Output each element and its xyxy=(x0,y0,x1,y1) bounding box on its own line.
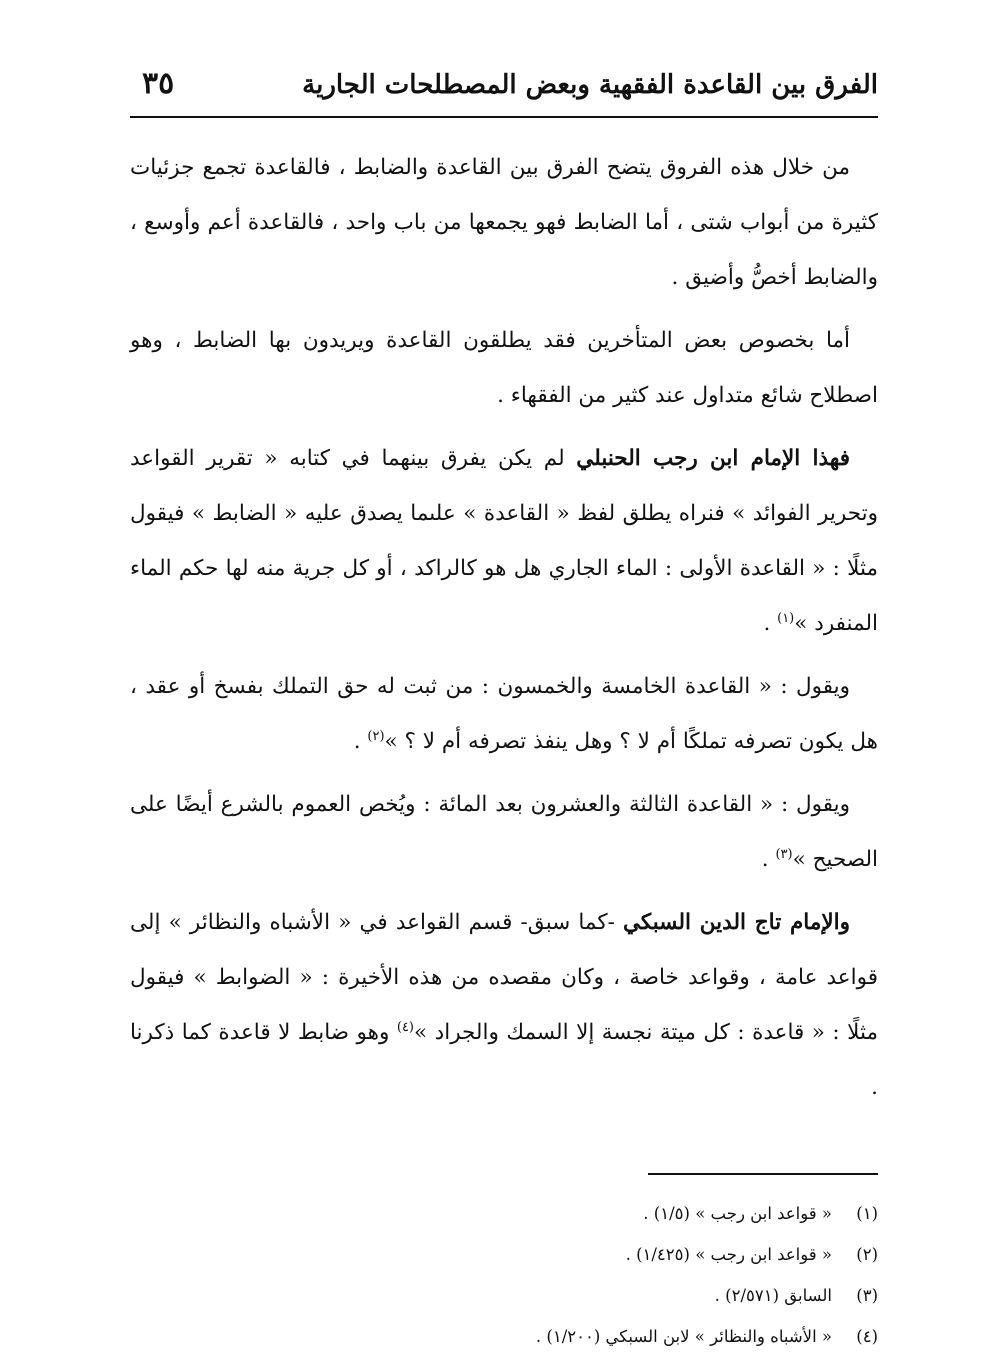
footnote xyxy=(130,1275,878,1316)
footnote-number: (٢) xyxy=(856,1245,878,1264)
footnote-marker: (٢) xyxy=(367,728,385,744)
paragraph xyxy=(130,659,878,769)
footnote-separator xyxy=(648,1173,878,1175)
footnote-text: « قواعد ابن رجب » (١/٥) . xyxy=(643,1204,832,1223)
paragraph xyxy=(130,313,878,423)
footnote-text: السابق (٢/٥٧١) . xyxy=(714,1286,832,1305)
footnote-marker: (٤) xyxy=(396,1019,414,1035)
paragraph-tail: وهو ضابط لا قاعدة كما ذكرنا . xyxy=(130,1020,878,1100)
footnote-number: (١) xyxy=(856,1204,878,1223)
paragraph-tail: . xyxy=(763,611,778,636)
footnote-marker: (٣) xyxy=(775,846,793,862)
paragraph-text: لم يكن يفرق بينهما في كتابه « تقرير القواعد وتحرير الفوائد » فنراه يطلق لفظ « القاعدة » علىما يصدق عليه « الضابط » فيقول مثلًا : « القاعدة الأولى : الماء الجاري هل هو كالراكد ، أو كل جرية منه لها حكم الماء المنفرد » xyxy=(130,446,878,636)
paragraph xyxy=(130,431,878,651)
paragraph-text: أما بخصوص بعض المتأخرين فقد يطلقون القاعدة ويريدون بها الضابط ، وهو اصطلاح شائع متداول عند كثير من الفقهاء . xyxy=(130,328,878,408)
paragraph-tail: . xyxy=(353,729,368,754)
running-header-title: الفرق بين القاعدة الفقهية وبعض المصطلحات الجارية xyxy=(302,70,878,100)
paragraph-text: ويقول : « القاعدة الخامسة والخمسون : من ثبت له حق التملك بفسخ أو عقد ، هل يكون تصرفه تملكًا أم لا ؟ وهل ينفذ تصرفه أم لا ؟ » xyxy=(130,674,878,754)
paragraph xyxy=(130,777,878,887)
paragraph-tail: . xyxy=(761,847,776,872)
book-page xyxy=(130,56,878,1357)
footnote-text: « قواعد ابن رجب » (١/٤٢٥) . xyxy=(625,1245,832,1264)
footnote xyxy=(130,1193,878,1234)
paragraph-lead-bold: والإمام تاج الدين السبكي xyxy=(623,910,850,935)
footnote-number: (٤) xyxy=(856,1327,878,1346)
running-header xyxy=(130,56,878,118)
footnote-marker: (١) xyxy=(777,610,795,626)
footnote-text: « الأشباه والنظائر » لابن السبكي (١/٢٠٠) . xyxy=(535,1327,832,1346)
footnotes xyxy=(130,1193,878,1357)
body-text xyxy=(130,140,878,1115)
paragraph xyxy=(130,140,878,305)
paragraph-text: -كما سبق- قسم القواعد في « الأشباه والنظائر » إلى قواعد عامة ، وقواعد خاصة ، وكان مقصده من هذه الأخيرة : « الضوابط » فيقول مثلًا : « قاعدة : كل ميتة نجسة إلا السمك والجراد » xyxy=(130,910,878,1045)
paragraph-lead-bold: فهذا الإمام ابن رجب الحنبلي xyxy=(576,446,850,471)
paragraph-text: من خلال هذه الفروق يتضح الفرق بين القاعدة والضابط ، فالقاعدة تجمع جزئيات كثيرة من أبواب شتى ، أما الضابط فهو يجمعها من باب واحد ، فالقاعدة أعم وأوسع ، والضابط أخصُّ وأضيق . xyxy=(130,155,878,290)
paragraph xyxy=(130,895,878,1115)
paragraph-text: ويقول : « القاعدة الثالثة والعشرون بعد المائة : ويُخص العموم بالشرع أيضًا على الصحيح » xyxy=(130,792,878,872)
footnote xyxy=(130,1234,878,1275)
footnote-number: (٣) xyxy=(856,1286,878,1305)
page-number: ٣٥ xyxy=(142,66,175,101)
footnote xyxy=(130,1316,878,1357)
